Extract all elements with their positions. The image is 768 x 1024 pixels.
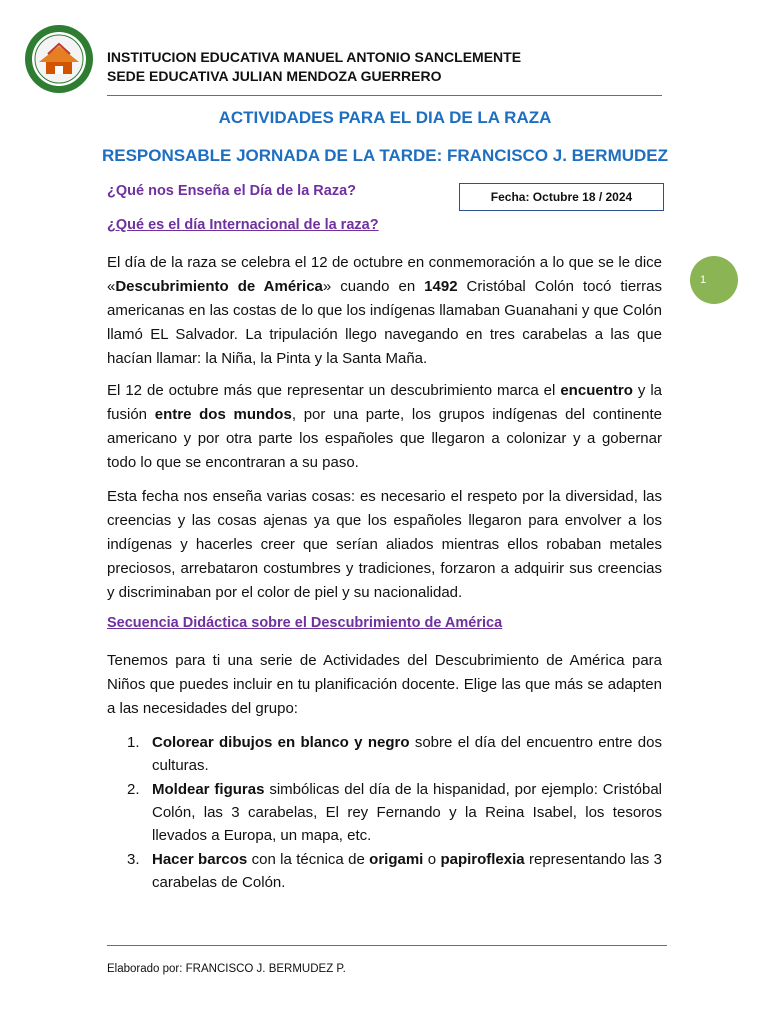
activity-list: [127, 731, 662, 895]
list-item: [127, 848, 662, 894]
date-box: Fecha: Octubre 18 / 2024: [459, 183, 664, 211]
p2-text-a: El 12 de octubre más que representar un descubrimiento marca el: [107, 382, 561, 399]
paragraph-4: Tenemos para ti una serie de Actividades del Descubrimiento de América para Niños que puedes incluir en tu planificación docente. Elige las que más se adapten a las necesidades del grupo:: [107, 652, 662, 717]
footer-rule: [107, 945, 667, 946]
header-rule: [107, 95, 662, 96]
list-item-number: 1.: [127, 734, 140, 751]
institution-name: INSTITUCION EDUCATIVA MANUEL ANTONIO SANCLEMENTE: [107, 49, 522, 65]
p1-text-a: El día de la raza se celebra el 12 de octubre en conmemoración a lo que se le dice «: [107, 254, 662, 295]
footer-author: Elaborado por: FRANCISCO J. BERMUDEZ P.: [107, 963, 346, 975]
paragraph-1: [107, 251, 662, 371]
list-item: [127, 731, 662, 777]
list-item-number: 2.: [127, 781, 140, 798]
p2-text-c: y la fusión: [107, 382, 662, 423]
list-item: [127, 778, 662, 847]
list-item-bold: Colorear dibujos en blanco y negro: [152, 734, 410, 751]
list-item-text: representando las 3 carabelas de Colón.: [152, 851, 662, 891]
list-item-number: 3.: [127, 851, 140, 868]
responsible-line: RESPONSABLE JORNADA DE LA TARDE: FRANCISCO J. BERMUDEZ: [101, 146, 669, 165]
list-item-text: simbólicas del día de la hispanidad, por ejemplo: Cristóbal Colón, las 3 carabelas, El rey Fernando y la Reina Isabel, los tesoros llevados a Europa, un mapa, etc.: [152, 781, 662, 844]
list-item-text: o: [423, 851, 441, 868]
list-item-bold-origami: origami: [369, 851, 424, 868]
document-title: ACTIVIDADES PARA EL DIA DE LA RAZA: [218, 108, 552, 127]
list-item-bold: Moldear figuras: [152, 781, 265, 798]
p2-text-e: , por una parte, los grupos indígenas del continente americano y por otra parte los españoles que llegaron a colonizar y a gobernar todo lo que se encontraran a su paso.: [107, 406, 663, 471]
p1-text-c: » cuando en: [322, 278, 425, 295]
paragraph-3: Esta fecha nos enseña varias cosas: es necesario el respeto por la diversidad, las creencias y las cosas ajenas ya que los españoles llegaron para envolver a los indígenas y hacerles creer que serían aliados mientras ellos robaban metales preciosos, arrebataron costumbres y tradiciones, forzaron a adquirir sus creencias y discriminaban por el color de piel y su nacionalidad.: [107, 488, 662, 601]
page-number-badge: 1: [690, 256, 738, 304]
list-item-text: sobre el día del encuentro entre dos culturas.: [152, 734, 662, 774]
institution-header: [107, 48, 667, 86]
p1-bold-descubrimiento: Descubrimiento de América: [115, 278, 323, 295]
question-heading-2: ¿Qué es el día Internacional de la raza?: [107, 217, 379, 233]
school-logo: [24, 24, 94, 94]
p2-bold-mundos: entre dos mundos: [154, 406, 292, 423]
paragraph-2: [107, 379, 662, 475]
sede-name: SEDE EDUCATIVA JULIAN MENDOZA GUERRERO: [107, 68, 442, 84]
question-heading-1: ¿Qué nos Enseña el Día de la Raza?: [107, 183, 356, 199]
list-item-bold: Hacer barcos: [152, 851, 248, 868]
list-item-text: con la técnica de: [247, 851, 370, 868]
list-item-bold-papiroflexia: papiroflexia: [440, 851, 525, 868]
p2-bold-encuentro: encuentro: [560, 382, 633, 399]
p1-bold-year: 1492: [424, 278, 458, 295]
section-heading: Secuencia Didáctica sobre el Descubrimiento de América: [107, 615, 503, 631]
p1-text-e: Cristóbal Colón tocó tierras americanas en las costas de lo que los indígenas llamaban Guanahani y que Colón llamó EL Salvador. La tripulación llego navegando en tres carabelas a las que hacían llamar: la Niña, la Pinta y la Santa Maña.: [107, 278, 663, 367]
